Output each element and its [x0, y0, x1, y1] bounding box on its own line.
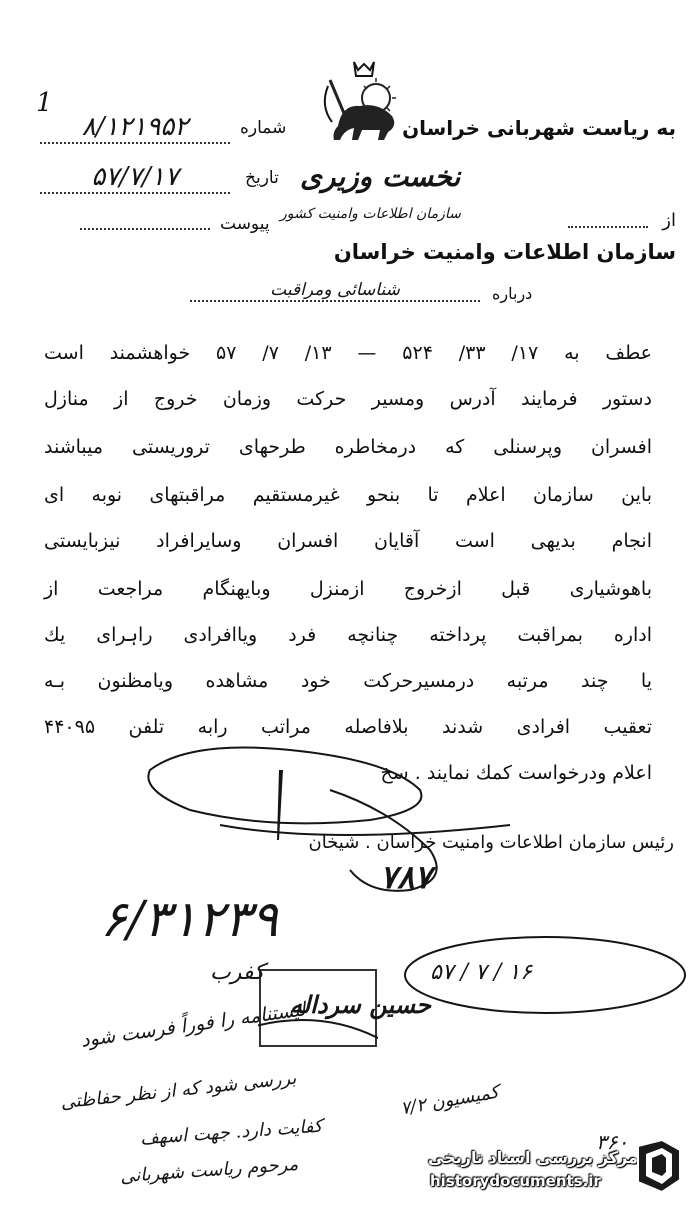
subject-value: شناسائی ومراقبت — [190, 280, 480, 302]
body-line-6: باهوشیاری قبل ازخروج ازمنزل وبایهنگام مراجعت از — [44, 578, 652, 600]
date-value: ۵۷/۷/۱۷ — [40, 162, 230, 194]
corner-note: ۳۶۰ — [596, 1130, 629, 1154]
from-dots — [568, 224, 648, 228]
body-line-7: اداره بمراقبت پرداخته چنانچه فرد ویاافرادی راہرای یك — [44, 624, 652, 646]
date-label: تاریخ — [245, 168, 279, 188]
org-small: سازمان اطلاعات وامنیت کشور — [280, 206, 461, 222]
handwritten-note-6: کمیسیون ۷/۲ — [398, 1081, 501, 1120]
body-line-8: یا چند مرتبه درمسیرحرکت خود مشاهده ویامظنون بـه — [44, 670, 652, 692]
watermark-line-2: historydocuments.ir — [430, 1172, 601, 1190]
signature-scribble — [130, 730, 530, 900]
body-line-3: افسران وپرسنلی که درمخاطره طرحهای تروریستی میباشند — [44, 436, 652, 458]
subject-label: درباره — [492, 284, 533, 303]
number-label: شماره — [240, 118, 287, 138]
body-line-10: اعلام ودرخواست کمك نمایند . سخ — [380, 762, 652, 784]
body-line-5: انجام بدیهی است آقایان افسران وسایرافراد نیزبایستی — [44, 530, 652, 552]
attachment-value-line — [80, 226, 210, 230]
date-note: ۱۶ / ۷ / ۵۷ — [430, 960, 532, 985]
body-line-2: دستور فرمایند آدرس ومسیر حرکت وزمان خروج از منازل — [44, 388, 652, 410]
page-mark: 1 — [36, 88, 53, 118]
handwritten-note-1: کفرب — [210, 960, 265, 985]
org-name: سازمان اطلاعات وامنیت خراسان — [333, 240, 676, 264]
lion-sun-emblem-icon — [318, 56, 410, 146]
handwritten-note-5: مرحوم ریاست شهربانی — [119, 1153, 299, 1188]
body-line-1: عطف به ۱۷/ ۳۳/ ۵۲۴ — ۱۳/ ۷/ ۵۷ خواهشمند است — [44, 342, 652, 364]
signature-code: ۷۸۷ — [380, 858, 432, 896]
number-value: ۸/۱۲۱۹۵۲ — [40, 112, 230, 144]
addressee: به ریاست شهربانی خراسان — [402, 116, 676, 140]
handwritten-note-3: بررسی شود که از نظر حفاظتی — [59, 1067, 298, 1114]
body-line-4: باین سازمان اعلام تا بنحو غیرمستقیم مراقبتهای نوبه ای — [44, 484, 652, 506]
stamp-text: حسین سرداله — [290, 990, 431, 1019]
watermark-line-1: مرکز بررسی اسناد تاریخی — [428, 1148, 638, 1167]
handwritten-note-4: کفایت دارد. جهت اسهف — [139, 1115, 324, 1150]
body-line-9: تعقیب افرادی شدند بلافاصله مراتب رابه تلفن ۴۴۰۹۵ — [44, 716, 652, 738]
attachment-label: پیوست — [220, 214, 270, 234]
watermark-logo-icon — [632, 1136, 686, 1196]
ministry-handwritten: نخست وزیری — [300, 160, 461, 193]
signature-title: رئیس سازمان اطلاعات وامنیت خراسان . شیخان — [308, 832, 674, 853]
from-label: از — [662, 210, 676, 231]
handwritten-note-2: لیستنامه را فوراً فرست شود — [79, 998, 307, 1052]
big-handwritten-number: ۶/۳۱۲۳۹ — [100, 890, 278, 948]
